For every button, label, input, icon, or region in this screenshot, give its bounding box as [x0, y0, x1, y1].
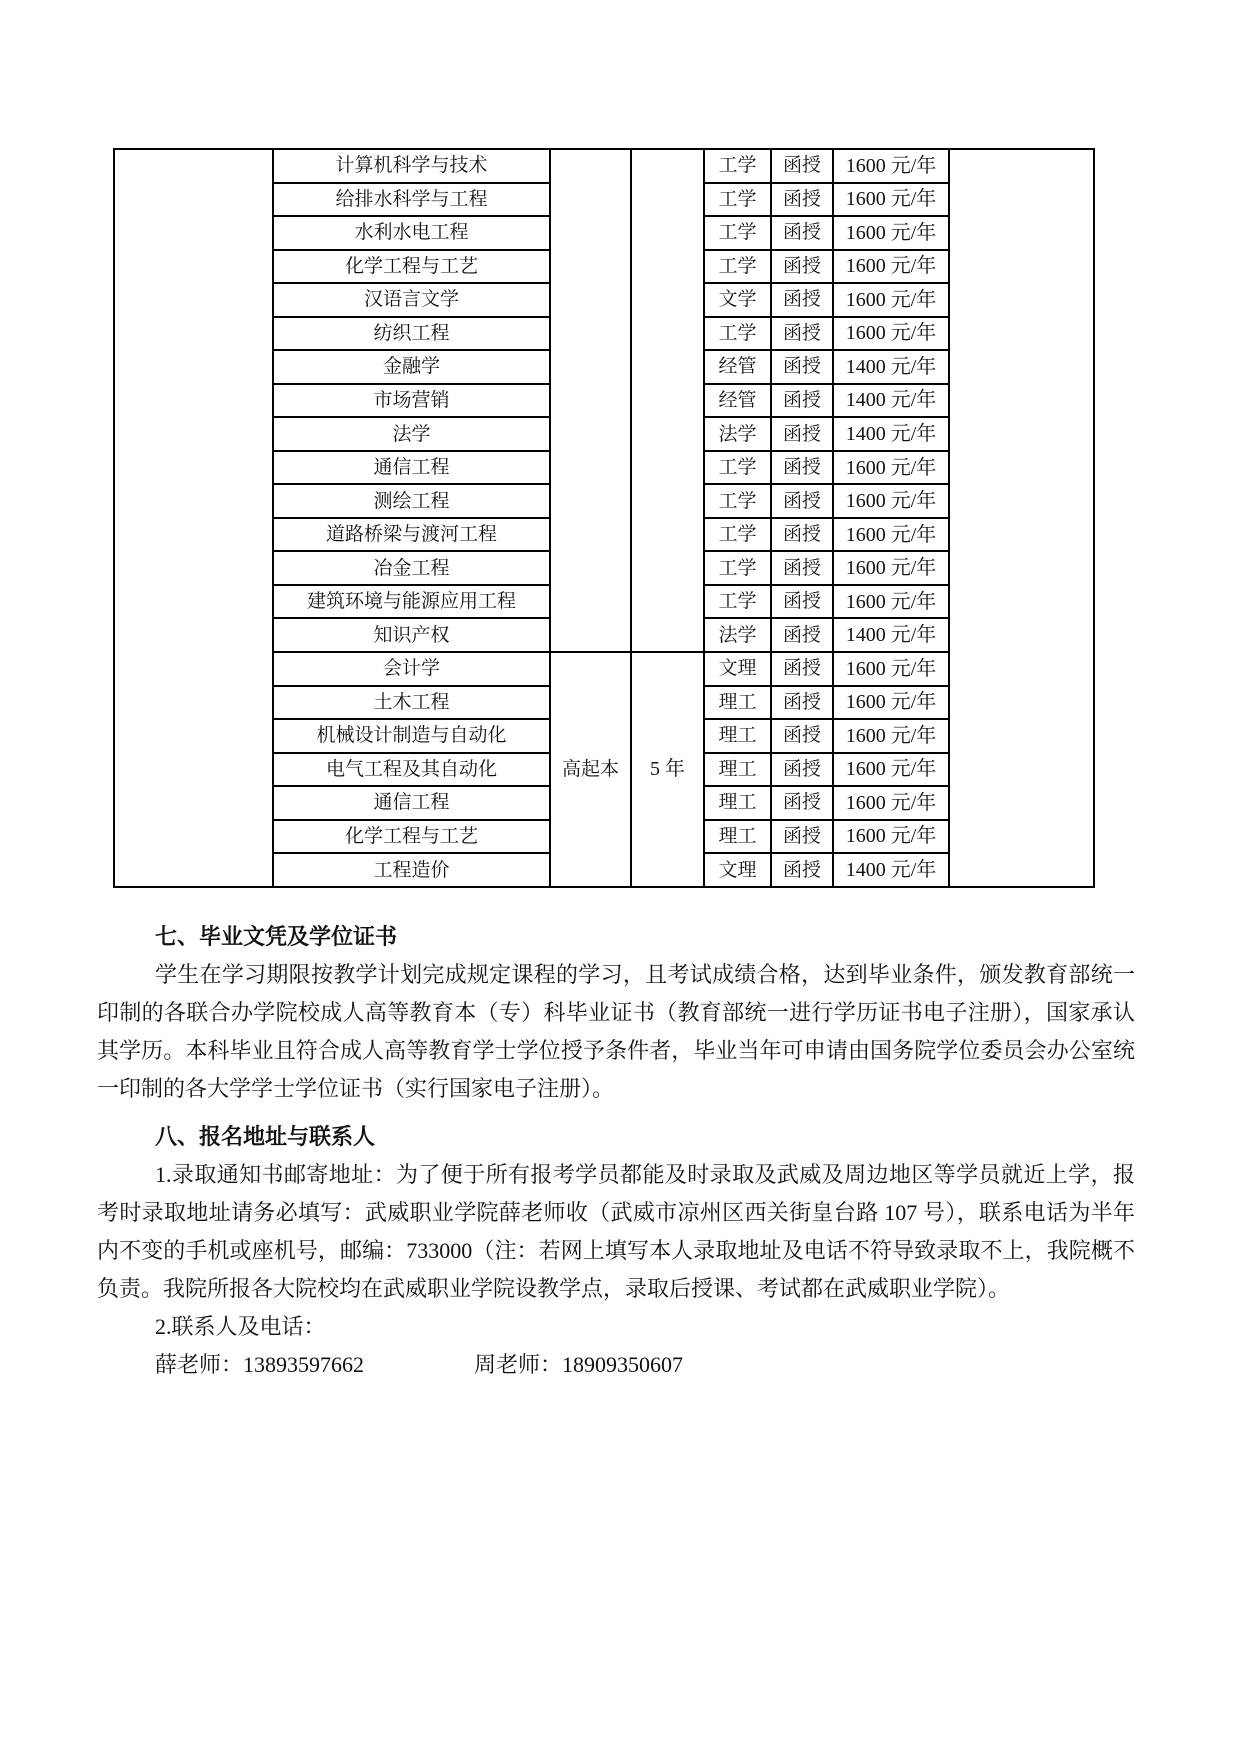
study-form-cell: 函授 [771, 350, 833, 384]
tuition-cell: 1400 元/年 [833, 417, 949, 451]
category-cell: 工学 [704, 317, 771, 351]
category-cell: 工学 [704, 518, 771, 552]
major-cell: 给排水科学与工程 [273, 183, 550, 217]
tuition-cell: 1600 元/年 [833, 283, 949, 317]
major-cell: 土木工程 [273, 686, 550, 720]
category-cell: 理工 [704, 753, 771, 787]
tuition-cell: 1600 元/年 [833, 518, 949, 552]
category-cell: 理工 [704, 686, 771, 720]
tuition-cell: 1400 元/年 [833, 618, 949, 652]
level-cell: 高起本 [550, 652, 631, 887]
table-row [114, 149, 1094, 183]
tuition-cell: 1600 元/年 [833, 250, 949, 284]
study-form-cell: 函授 [771, 417, 833, 451]
tuition-cell: 1600 元/年 [833, 551, 949, 585]
study-form-cell: 函授 [771, 216, 833, 250]
study-form-cell: 函授 [771, 585, 833, 619]
major-cell: 建筑环境与能源应用工程 [273, 585, 550, 619]
study-form-cell: 函授 [771, 518, 833, 552]
category-cell: 工学 [704, 451, 771, 485]
major-cell: 化学工程与工艺 [273, 250, 550, 284]
tuition-cell: 1600 元/年 [833, 317, 949, 351]
document-body-text [97, 918, 1135, 1384]
study-form-cell: 函授 [771, 384, 833, 418]
tuition-cell: 1600 元/年 [833, 786, 949, 820]
contact-row [97, 1346, 1135, 1384]
major-cell: 水利水电工程 [273, 216, 550, 250]
study-form-cell: 函授 [771, 317, 833, 351]
tuition-cell: 1600 元/年 [833, 820, 949, 854]
study-form-cell: 函授 [771, 820, 833, 854]
major-cell: 金融学 [273, 350, 550, 384]
category-cell: 工学 [704, 585, 771, 619]
category-cell: 理工 [704, 786, 771, 820]
study-form-cell: 函授 [771, 484, 833, 518]
section8-heading: 八、报名地址与联系人 [155, 1124, 376, 1149]
contact-phone-xue: 薛老师：13893597662 [155, 1352, 365, 1377]
major-cell: 道路桥梁与渡河工程 [273, 518, 550, 552]
tuition-table-wrapper [113, 148, 1095, 888]
empty-level-cell [550, 149, 631, 652]
major-cell: 通信工程 [273, 786, 550, 820]
study-form-cell: 函授 [771, 250, 833, 284]
category-cell: 文理 [704, 652, 771, 686]
category-cell: 文理 [704, 853, 771, 887]
major-cell: 纺织工程 [273, 317, 550, 351]
section8-paragraph-contacts-label: 2.联系人及电话： [155, 1314, 326, 1339]
study-form-cell: 函授 [771, 686, 833, 720]
major-cell: 测绘工程 [273, 484, 550, 518]
study-form-cell: 函授 [771, 618, 833, 652]
study-form-cell: 函授 [771, 183, 833, 217]
spacer-cell-right [949, 149, 1094, 887]
major-cell: 会计学 [273, 652, 550, 686]
category-cell: 工学 [704, 216, 771, 250]
major-cell: 法学 [273, 417, 550, 451]
major-cell: 化学工程与工艺 [273, 820, 550, 854]
category-cell: 工学 [704, 149, 771, 183]
contact-phone-zhou: 周老师：18909350607 [474, 1352, 684, 1377]
major-cell: 冶金工程 [273, 551, 550, 585]
major-cell: 知识产权 [273, 618, 550, 652]
category-cell: 法学 [704, 417, 771, 451]
category-cell: 工学 [704, 551, 771, 585]
duration-cell: 5 年 [631, 652, 704, 887]
study-form-cell: 函授 [771, 149, 833, 183]
tuition-cell: 1600 元/年 [833, 484, 949, 518]
major-cell: 计算机科学与技术 [273, 149, 550, 183]
tuition-cell: 1600 元/年 [833, 451, 949, 485]
study-form-cell: 函授 [771, 451, 833, 485]
study-form-cell: 函授 [771, 853, 833, 887]
category-cell: 理工 [704, 820, 771, 854]
major-cell: 汉语言文学 [273, 283, 550, 317]
tuition-cell: 1400 元/年 [833, 384, 949, 418]
tuition-cell: 1600 元/年 [833, 183, 949, 217]
study-form-cell: 函授 [771, 719, 833, 753]
empty-duration-cell [631, 149, 704, 652]
tuition-cell: 1600 元/年 [833, 149, 949, 183]
category-cell: 工学 [704, 250, 771, 284]
category-cell: 文学 [704, 283, 771, 317]
study-form-cell: 函授 [771, 786, 833, 820]
tuition-cell: 1600 元/年 [833, 585, 949, 619]
study-form-cell: 函授 [771, 652, 833, 686]
tuition-cell: 1600 元/年 [833, 719, 949, 753]
section-gap [97, 1108, 1135, 1118]
tuition-cell: 1600 元/年 [833, 686, 949, 720]
major-cell: 电气工程及其自动化 [273, 753, 550, 787]
category-cell: 经管 [704, 384, 771, 418]
section8-paragraph-address: 1.录取通知书邮寄地址：为了便于所有报考学员都能及时录取及武威及周边地区等学员就近上学，报考时录取地址请务必填写：武威职业学院薛老师收（武威市凉州区西关街皇台路 107 号），联系电话为半年内不变的手机或座机号，邮编：733000（注：若网上填写本人录取地址及电话不符导致录取不上，我院概不负责。我院所报各大院校均在武威职业学院设教学点，录取后授课、考试都在武威职业学院）。 [97, 1162, 1135, 1301]
tuition-cell: 1400 元/年 [833, 853, 949, 887]
major-cell: 工程造价 [273, 853, 550, 887]
category-cell: 经管 [704, 350, 771, 384]
tuition-cell: 1600 元/年 [833, 216, 949, 250]
tuition-cell: 1400 元/年 [833, 350, 949, 384]
tuition-cell: 1600 元/年 [833, 652, 949, 686]
category-cell: 理工 [704, 719, 771, 753]
study-form-cell: 函授 [771, 551, 833, 585]
study-form-cell: 函授 [771, 283, 833, 317]
category-cell: 工学 [704, 183, 771, 217]
category-cell: 法学 [704, 618, 771, 652]
section7-heading: 七、毕业文凭及学位证书 [155, 924, 398, 949]
major-cell: 机械设计制造与自动化 [273, 719, 550, 753]
major-cell: 通信工程 [273, 451, 550, 485]
tuition-cell: 1600 元/年 [833, 753, 949, 787]
tuition-table [113, 148, 1095, 888]
section7-paragraph: 学生在学习期限按教学计划完成规定课程的学习，且考试成绩合格，达到毕业条件，颁发教育部统一印制的各联合办学院校成人高等教育本（专）科毕业证书（教育部统一进行学历证书电子注册），国家承认其学历。本科毕业且符合成人高等教育学士学位授予条件者，毕业当年可申请由国务院学位委员会办公室统一印制的各大学学士学位证书（实行国家电子注册）。 [97, 962, 1135, 1101]
study-form-cell: 函授 [771, 753, 833, 787]
major-cell: 市场营销 [273, 384, 550, 418]
spacer-cell-left [114, 149, 273, 887]
category-cell: 工学 [704, 484, 771, 518]
